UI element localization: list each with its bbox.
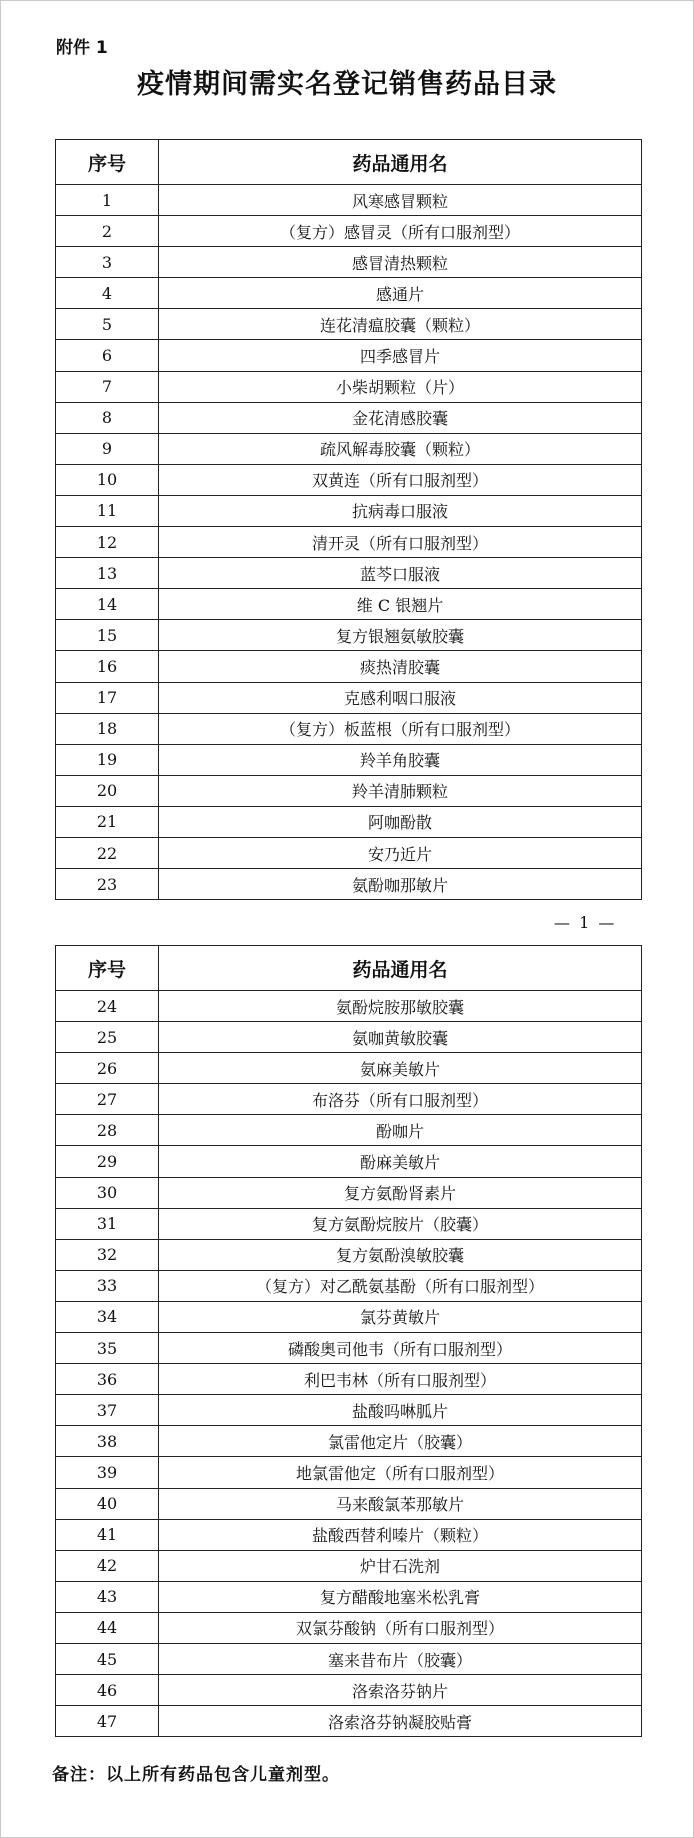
- table-header-row: [56, 140, 642, 185]
- row-number: 17: [56, 682, 159, 713]
- row-number: 46: [56, 1675, 159, 1706]
- row-number: 13: [56, 558, 159, 589]
- table-row: [56, 806, 642, 837]
- row-number: 7: [56, 371, 159, 402]
- row-number: 10: [56, 464, 159, 495]
- row-number: 29: [56, 1146, 159, 1177]
- column-header-name: 药品通用名: [159, 946, 642, 991]
- table-row: [56, 682, 642, 713]
- row-number: 38: [56, 1426, 159, 1457]
- drug-name: 炉甘石洗剂: [159, 1550, 642, 1581]
- table-row: [56, 1333, 642, 1364]
- drug-name: 感冒清热颗粒: [159, 247, 642, 278]
- drug-name: 羚羊角胶囊: [159, 744, 642, 775]
- row-number: 32: [56, 1239, 159, 1270]
- row-number: 21: [56, 806, 159, 837]
- row-number: 23: [56, 869, 159, 900]
- table-row: [56, 371, 642, 402]
- row-number: 14: [56, 589, 159, 620]
- drug-name: 抗病毒口服液: [159, 495, 642, 526]
- table-row: [56, 278, 642, 309]
- table-row: [56, 1581, 642, 1612]
- document-title: 疫情期间需实名登记销售药品目录: [137, 69, 557, 100]
- row-number: 5: [56, 309, 159, 340]
- drug-name: 磷酸奥司他韦（所有口服剂型）: [159, 1333, 642, 1364]
- drug-name: 酚麻美敏片: [159, 1146, 642, 1177]
- table-row: [56, 869, 642, 900]
- drug-name: 氨酚烷胺那敏胶囊: [159, 991, 642, 1022]
- drug-name: 氨麻美敏片: [159, 1053, 642, 1084]
- row-number: 22: [56, 837, 159, 868]
- drug-name: 蓝芩口服液: [159, 558, 642, 589]
- row-number: 16: [56, 651, 159, 682]
- row-number: 20: [56, 775, 159, 806]
- drug-name: 风寒感冒颗粒: [159, 185, 642, 216]
- drug-name: 酚咖片: [159, 1115, 642, 1146]
- drug-name: （复方）感冒灵（所有口服剂型）: [159, 216, 642, 247]
- table-row: [56, 651, 642, 682]
- table-row: [56, 1177, 642, 1208]
- column-header-no: 序号: [56, 946, 159, 991]
- table-row: [56, 775, 642, 806]
- row-number: 41: [56, 1519, 159, 1550]
- row-number: 1: [56, 185, 159, 216]
- row-number: 28: [56, 1115, 159, 1146]
- table-row: [56, 402, 642, 433]
- row-number: 37: [56, 1395, 159, 1426]
- drug-name: 感通片: [159, 278, 642, 309]
- drug-name: 复方氨酚溴敏胶囊: [159, 1239, 642, 1270]
- drug-name: 利巴韦林（所有口服剂型）: [159, 1364, 642, 1395]
- row-number: 35: [56, 1333, 159, 1364]
- drug-name: 氯芬黄敏片: [159, 1301, 642, 1332]
- table-row: [56, 1643, 642, 1674]
- row-number: 31: [56, 1208, 159, 1239]
- table-row: [56, 216, 642, 247]
- table-row: [56, 991, 642, 1022]
- drug-name: 马来酸氯苯那敏片: [159, 1488, 642, 1519]
- drug-table-page-1: [55, 139, 642, 900]
- drug-name: 疏风解毒胶囊（颗粒）: [159, 433, 642, 464]
- drug-table-page-2: [55, 945, 642, 1737]
- row-number: 12: [56, 527, 159, 558]
- row-number: 24: [56, 991, 159, 1022]
- row-number: 34: [56, 1301, 159, 1332]
- page-number: — 1 —: [554, 913, 617, 932]
- drug-name: 氨咖黄敏胶囊: [159, 1022, 642, 1053]
- table-row: [56, 1239, 642, 1270]
- row-number: 18: [56, 713, 159, 744]
- row-number: 6: [56, 340, 159, 371]
- table-row: [56, 1146, 642, 1177]
- attachment-label: 附件 1: [56, 38, 108, 58]
- column-header-no: 序号: [56, 140, 159, 185]
- drug-name: 四季感冒片: [159, 340, 642, 371]
- table-row: [56, 1612, 642, 1643]
- row-number: 2: [56, 216, 159, 247]
- row-number: 9: [56, 433, 159, 464]
- drug-name: 双黄连（所有口服剂型）: [159, 464, 642, 495]
- drug-name: 复方氨酚肾素片: [159, 1177, 642, 1208]
- row-number: 33: [56, 1270, 159, 1301]
- table-row: [56, 1550, 642, 1581]
- drug-name: 洛索洛芬钠凝胶贴膏: [159, 1706, 642, 1737]
- table-row: [56, 309, 642, 340]
- table-row: [56, 620, 642, 651]
- row-number: 11: [56, 495, 159, 526]
- row-number: 8: [56, 402, 159, 433]
- row-number: 43: [56, 1581, 159, 1612]
- table-row: [56, 1706, 642, 1737]
- drug-name: 塞来昔布片（胶囊）: [159, 1643, 642, 1674]
- row-number: 44: [56, 1612, 159, 1643]
- table-row: [56, 1022, 642, 1053]
- column-header-name: 药品通用名: [159, 140, 642, 185]
- row-number: 40: [56, 1488, 159, 1519]
- table-header-row: [56, 946, 642, 991]
- drug-name: 连花清瘟胶囊（颗粒）: [159, 309, 642, 340]
- drug-name: 金花清感胶囊: [159, 402, 642, 433]
- row-number: 39: [56, 1457, 159, 1488]
- drug-name: 地氯雷他定（所有口服剂型）: [159, 1457, 642, 1488]
- row-number: 27: [56, 1084, 159, 1115]
- drug-name: 盐酸吗啉胍片: [159, 1395, 642, 1426]
- table-row: [56, 1115, 642, 1146]
- table-row: [56, 495, 642, 526]
- drug-name: 盐酸西替利嗪片（颗粒）: [159, 1519, 642, 1550]
- table-row: [56, 527, 642, 558]
- table-row: [56, 713, 642, 744]
- drug-name: 复方银翘氨敏胶囊: [159, 620, 642, 651]
- drug-name: 痰热清胶囊: [159, 651, 642, 682]
- table-row: [56, 340, 642, 371]
- table-row: [56, 558, 642, 589]
- table-row: [56, 433, 642, 464]
- table-row: [56, 1488, 642, 1519]
- row-number: 3: [56, 247, 159, 278]
- drug-name: 双氯芬酸钠（所有口服剂型）: [159, 1612, 642, 1643]
- table-row: [56, 1084, 642, 1115]
- row-number: 19: [56, 744, 159, 775]
- table-row: [56, 1053, 642, 1084]
- drug-name: 安乃近片: [159, 837, 642, 868]
- table-row: [56, 1426, 642, 1457]
- row-number: 26: [56, 1053, 159, 1084]
- table-row: [56, 744, 642, 775]
- drug-name: 小柴胡颗粒（片）: [159, 371, 642, 402]
- table-row: [56, 247, 642, 278]
- table-row: [56, 589, 642, 620]
- row-number: 36: [56, 1364, 159, 1395]
- remark-note: 备注：以上所有药品包含儿童剂型。: [52, 1765, 340, 1785]
- table-row: [56, 464, 642, 495]
- table-row: [56, 1364, 642, 1395]
- table-row: [56, 1519, 642, 1550]
- table-row: [56, 1270, 642, 1301]
- row-number: 25: [56, 1022, 159, 1053]
- row-number: 47: [56, 1706, 159, 1737]
- drug-name: 复方氨酚烷胺片（胶囊）: [159, 1208, 642, 1239]
- drug-name: 氨酚咖那敏片: [159, 869, 642, 900]
- drug-name: （复方）板蓝根（所有口服剂型）: [159, 713, 642, 744]
- drug-name: 阿咖酚散: [159, 806, 642, 837]
- row-number: 45: [56, 1643, 159, 1674]
- drug-name: 氯雷他定片（胶囊）: [159, 1426, 642, 1457]
- drug-name: 复方醋酸地塞米松乳膏: [159, 1581, 642, 1612]
- drug-name: （复方）对乙酰氨基酚（所有口服剂型）: [159, 1270, 642, 1301]
- row-number: 42: [56, 1550, 159, 1581]
- drug-name: 布洛芬（所有口服剂型）: [159, 1084, 642, 1115]
- row-number: 15: [56, 620, 159, 651]
- drug-name: 羚羊清肺颗粒: [159, 775, 642, 806]
- table-row: [56, 1208, 642, 1239]
- row-number: 4: [56, 278, 159, 309]
- drug-name: 克感利咽口服液: [159, 682, 642, 713]
- table-row: [56, 1395, 642, 1426]
- table-row: [56, 185, 642, 216]
- drug-name: 洛索洛芬钠片: [159, 1675, 642, 1706]
- drug-name: 维 C 银翘片: [159, 589, 642, 620]
- table-row: [56, 1457, 642, 1488]
- table-row: [56, 1675, 642, 1706]
- drug-name: 清开灵（所有口服剂型）: [159, 527, 642, 558]
- table-row: [56, 1301, 642, 1332]
- table-row: [56, 837, 642, 868]
- row-number: 30: [56, 1177, 159, 1208]
